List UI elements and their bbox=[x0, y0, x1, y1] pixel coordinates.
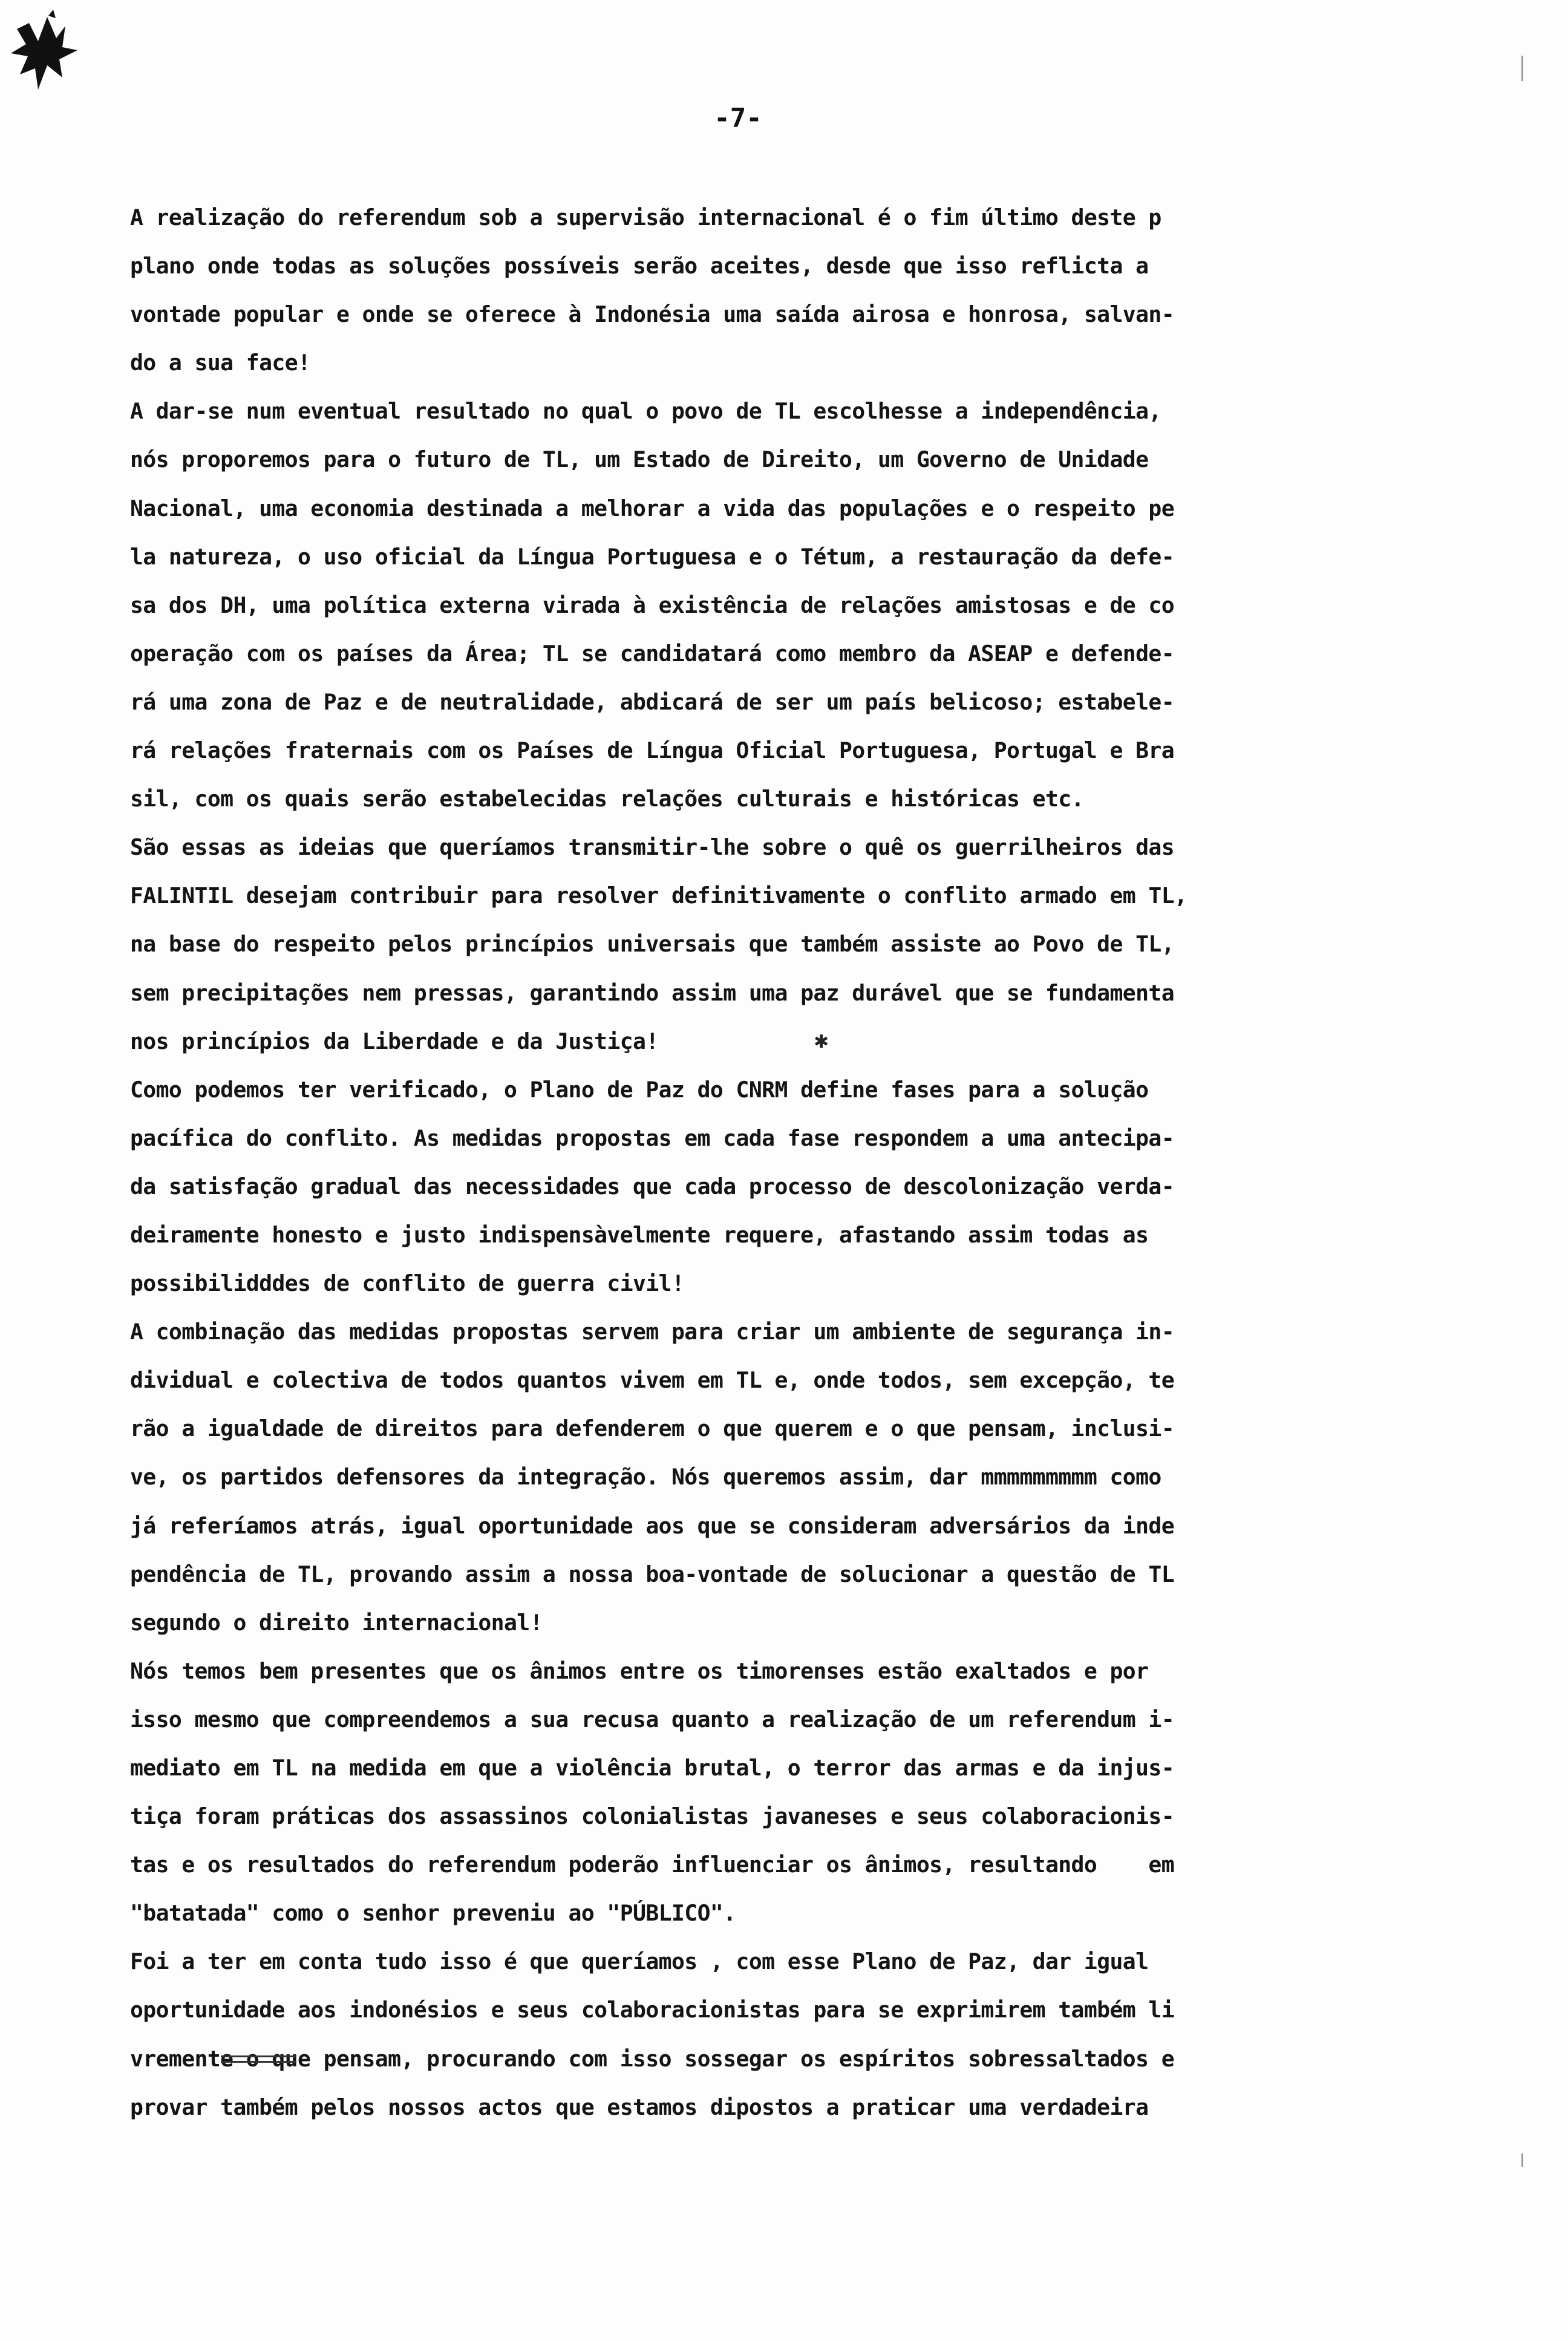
text-line: la natureza, o uso oficial da Língua Portuguesa e o Tétum, a restauração da defe- bbox=[130, 543, 1175, 570]
text-line: Nós temos bem presentes que os ânimos entre os timorenses estão exaltados e por bbox=[130, 1657, 1149, 1684]
text-line: sem precipitações nem pressas, garantindo assim uma paz durável que se fundamenta bbox=[130, 979, 1175, 1006]
text-line: plano onde todas as soluções possíveis serão aceites, desde que isso reflicta a bbox=[130, 253, 1149, 279]
text-line: operação com os países da Área; TL se candidatará como membro da ASEAP e defende- bbox=[130, 640, 1175, 667]
margin-star-mark: ✱ bbox=[814, 1031, 829, 1053]
document-body bbox=[130, 194, 1413, 2132]
text-line: do a sua face! bbox=[130, 350, 311, 376]
text-line: pacífica do conflito. As medidas propostas em cada fase respondem a uma antecipa- bbox=[130, 1125, 1175, 1151]
corner-ink-mark bbox=[5, 5, 96, 108]
text-line: ve, os partidos defensores da integração. Nós queremos assim, dar mmmmmmmmm como bbox=[130, 1464, 1161, 1490]
text-line: tiça foram práticas dos assassinos colonialistas javaneses e seus colaboracionis- bbox=[130, 1803, 1175, 1830]
text-line: rá uma zona de Paz e de neutralidade, abdicará de ser um país belicoso; estabele- bbox=[130, 688, 1175, 715]
text-line: A realização do referendum sob a supervisão internacional é o fim último deste p bbox=[130, 204, 1161, 230]
text-line: Como podemos ter verificado, o Plano de Paz do CNRM define fases para a solução bbox=[130, 1076, 1149, 1103]
text-line: isso mesmo que compreendemos a sua recusa quanto a realização de um referendum i- bbox=[130, 1706, 1175, 1732]
text-line: vontade popular e onde se oferece à Indonésia uma saída airosa e honrosa, salvan- bbox=[130, 301, 1175, 328]
text-line: segundo o direito internacional! bbox=[130, 1609, 543, 1636]
text-line: pendência de TL, provando assim a nossa boa-vontade de solucionar a questão de TL bbox=[130, 1561, 1175, 1587]
text-line: na base do respeito pelos princípios universais que também assiste ao Povo de TL, bbox=[130, 931, 1175, 958]
edge-mark-top bbox=[1521, 56, 1523, 81]
text-line: dividual e colectiva de todos quantos vivem em TL e, onde todos, sem excepção, te bbox=[130, 1367, 1175, 1394]
text-line: rão a igualdade de direitos para defenderem o que querem e o que pensam, inclusi- bbox=[130, 1415, 1175, 1442]
text-line: A dar-se num eventual resultado no qual o povo de TL escolhesse a independência, bbox=[130, 398, 1161, 425]
text-line: sil, com os quais serão estabelecidas relações culturais e históricas etc. bbox=[130, 786, 1084, 812]
text-line: nós proporemos para o futuro de TL, um Estado de Direito, um Governo de Unidade bbox=[130, 446, 1149, 473]
text-line: oportunidade aos indonésios e seus colaboracionistas para se exprimirem também li bbox=[130, 1997, 1175, 2023]
text-line: "batatada" como o senhor preveniu ao "PÚBLICO". bbox=[130, 1900, 736, 1927]
text-line: da satisfação gradual das necessidades que cada processo de descolonização verda- bbox=[130, 1173, 1175, 1200]
text-line: Nacional, uma economia destinada a melhorar a vida das populações e o respeito pe bbox=[130, 495, 1175, 521]
text-line: FALINTIL desejam contribuir para resolver definitivamente o conflito armado em TL, bbox=[130, 883, 1187, 909]
text-line: nos princípios da Liberdade e da Justiça! bbox=[130, 1028, 659, 1054]
text-line: deiramente honesto e justo indispensàvelmente requere, afastando assim todas as bbox=[130, 1221, 1149, 1248]
edge-mark-bottom bbox=[1521, 2153, 1523, 2167]
text-line: mediato em TL na medida em que a violência brutal, o terror das armas e da injus- bbox=[130, 1755, 1175, 1781]
text-line: A combinação das medidas propostas servem para criar um ambiente de segurança in- bbox=[130, 1319, 1175, 1345]
text-line: já referíamos atrás, igual oportunidade aos que se consideram adversários da inde bbox=[130, 1512, 1175, 1539]
text-line: São essas as ideias que queríamos transmitir-lhe sobre o quê os guerrilheiros das bbox=[130, 834, 1175, 861]
text-line: vremente o que pensam, procurando com isso sossegar os espíritos sobressaltados e bbox=[130, 2045, 1175, 2072]
text-line: Foi a ter em conta tudo isso é que queríamos , com esse Plano de Paz, dar igual bbox=[130, 1948, 1149, 1975]
handwritten-underline-mark bbox=[221, 2055, 296, 2063]
page-number: -7- bbox=[714, 103, 762, 134]
text-line: rá relações fraternais com os Países de Língua Oficial Portuguesa, Portugal e Bra bbox=[130, 737, 1175, 764]
text-line: possibilidddes de conflito de guerra civil! bbox=[130, 1270, 685, 1297]
text-line: sa dos DH, uma política externa virada à existência de relações amistosas e de co bbox=[130, 592, 1175, 618]
text-line: tas e os resultados do referendum poderão influenciar os ânimos, resultando em bbox=[130, 1852, 1175, 1878]
text-line: provar também pelos nossos actos que estamos dipostos a praticar uma verdadeira bbox=[130, 2094, 1149, 2120]
